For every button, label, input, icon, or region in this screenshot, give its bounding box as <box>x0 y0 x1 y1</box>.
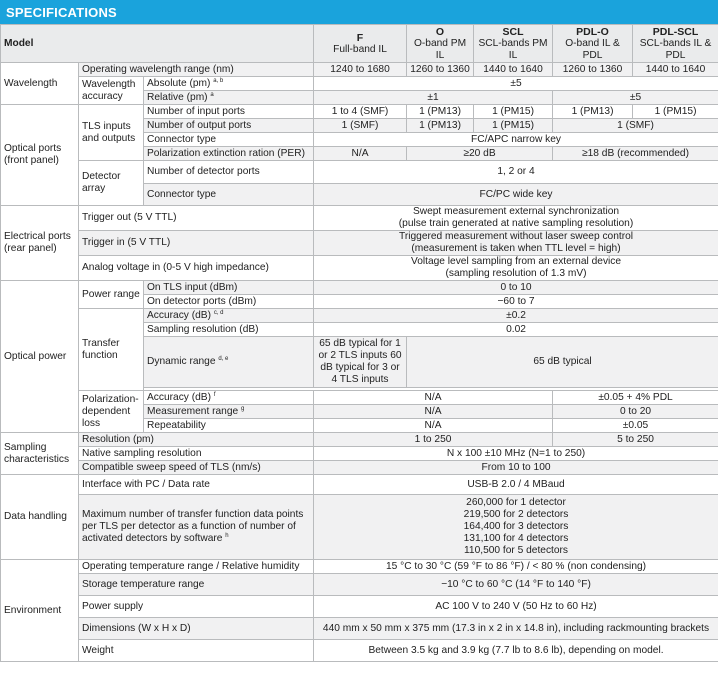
cell: From 10 to 100 <box>314 461 718 475</box>
row-label: Measurement range $^g$ <box>144 405 314 419</box>
table-row <box>1 618 718 640</box>
row-label: Connector type <box>144 184 314 206</box>
table-row <box>1 640 718 662</box>
row-label: Absolute (pm) $^{a, b}$ <box>144 77 314 91</box>
row-label: On detector ports (dBm) <box>144 295 314 309</box>
table-row <box>1 105 718 119</box>
col-header-o: O O-band PM IL <box>407 25 474 63</box>
col-header-scl: SCL SCL-bands PM IL <box>474 25 553 63</box>
cell: 1 (PM13) <box>407 105 474 119</box>
row-label: Trigger out (5 V TTL) <box>79 206 314 231</box>
cell: N x 100 ±10 MHz (N=1 to 250) <box>314 447 718 461</box>
model-header: Model <box>1 25 314 63</box>
cell: 1 to 4 (SMF) <box>314 105 407 119</box>
table-row <box>1 63 718 77</box>
row-label: Operating temperature range / Relative humidity <box>79 560 314 574</box>
table-row <box>1 231 718 256</box>
row-label: Native sampling resolution <box>79 447 314 461</box>
col-header-pdl-o: PDL-O O-band IL & PDL <box>553 25 633 63</box>
cell: 1 (SMF) <box>314 119 407 133</box>
cell: ≥18 dB (recommended) <box>553 147 718 161</box>
table-row <box>1 574 718 596</box>
cell: USB-B 2.0 / 4 MBaud <box>314 475 718 495</box>
table-row <box>1 475 718 495</box>
table-row <box>1 77 718 91</box>
cell: ±0.2 <box>314 309 718 323</box>
cell: 1, 2 or 4 <box>314 161 718 184</box>
subgroup-transfer-function: Transfer function <box>79 309 144 391</box>
cell: 65 dB typical <box>407 337 718 388</box>
row-label: Maximum number of transfer function data points per TLS per detector as a function of number of activated detectors by software $^h$ <box>79 495 314 560</box>
table-row <box>1 309 718 323</box>
row-label: Number of input ports <box>144 105 314 119</box>
cell: −10 °C to 60 °C (14 °F to 140 °F) <box>314 574 718 596</box>
subgroup-tls: TLS inputs and outputs <box>79 105 144 161</box>
cell: FC/APC narrow key <box>314 133 718 147</box>
subgroup-wl-accuracy: Wavelength accuracy <box>79 77 144 105</box>
row-label: Trigger in (5 V TTL) <box>79 231 314 256</box>
group-data-handling: Data handling <box>1 475 79 560</box>
cell: FC/PC wide key <box>314 184 718 206</box>
cell: 15 °C to 30 °C (59 °F to 86 °F) / < 80 % (non condensing) <box>314 560 718 574</box>
table-row <box>1 206 718 231</box>
cell: 1440 to 1640 <box>633 63 718 77</box>
group-wavelength: Wavelength <box>1 63 79 105</box>
cell: 0.02 <box>314 323 718 337</box>
cell: 1 (SMF) <box>553 119 718 133</box>
cell: ±5 <box>314 77 718 91</box>
cell: N/A <box>314 419 553 433</box>
table-row <box>1 281 718 295</box>
cell: 1440 to 1640 <box>474 63 553 77</box>
subgroup-power-range: Power range <box>79 281 144 309</box>
group-electrical: Electrical ports (rear panel) <box>1 206 79 281</box>
header-row <box>1 25 718 63</box>
row-label: Dynamic range $^{d, e}$ <box>144 337 314 388</box>
col-header-pdl-scl: PDL-SCL SCL-bands IL & PDL <box>633 25 718 63</box>
table-row <box>1 391 718 405</box>
subgroup-pdl: Polarization-dependent loss <box>79 391 144 433</box>
cell: 1 (PM15) <box>474 119 553 133</box>
table-row <box>1 433 718 447</box>
cell: Swept measurement external synchronization (pulse train generated at native sampling resolution) <box>314 206 718 231</box>
cell: Triggered measurement without laser sweep control (measurement is taken when TTL level = high) <box>314 231 718 256</box>
cell: N/A <box>314 405 553 419</box>
cell: 1260 to 1360 <box>553 63 633 77</box>
cell: 260,000 for 1 detector 219,500 for 2 detectors 164,400 for 3 detectors 131,100 for 4 detectors 110,500 for 5 detectors <box>314 495 718 560</box>
specifications-table <box>0 24 718 662</box>
cell: AC 100 V to 240 V (50 Hz to 60 Hz) <box>314 596 718 618</box>
row-label: Connector type <box>144 133 314 147</box>
row-label: Accuracy (dB) $^{c, d}$ <box>144 309 314 323</box>
row-label: Compatible sweep speed of TLS (nm/s) <box>79 461 314 475</box>
row-label: Polarization extinction ration (PER) <box>144 147 314 161</box>
table-row <box>1 596 718 618</box>
row-label: On TLS input (dBm) <box>144 281 314 295</box>
cell: ±0.05 + 4% PDL <box>553 391 718 405</box>
group-environment: Environment <box>1 560 79 662</box>
col-header-f: F Full-band IL <box>314 25 407 63</box>
row-label: Repeatability <box>144 419 314 433</box>
cell: ±0.05 <box>553 419 718 433</box>
table-row <box>1 256 718 281</box>
section-banner: SPECIFICATIONS <box>0 0 718 24</box>
cell: 1 (PM15) <box>474 105 553 119</box>
cell: ≥20 dB <box>407 147 553 161</box>
row-label: Sampling resolution (dB) <box>144 323 314 337</box>
row-label: Weight <box>79 640 314 662</box>
row-label: Accuracy (dB) $^f$ <box>144 391 314 405</box>
group-sampling: Sampling characteristics <box>1 433 79 475</box>
cell: N/A <box>314 147 407 161</box>
cell: 65 dB typical for 1 or 2 TLS inputs 60 dB typical for 3 or 4 TLS inputs <box>314 337 407 388</box>
cell: 1 (PM13) <box>407 119 474 133</box>
group-optical-ports: Optical ports (front panel) <box>1 105 79 206</box>
row-label: Analog voltage in (0-5 V high impedance) <box>79 256 314 281</box>
cell: 440 mm x 50 mm x 375 mm (17.3 in x 2 in x 14.8 in), including rackmounting brackets <box>314 618 718 640</box>
cell: 0 to 20 <box>553 405 718 419</box>
cell: N/A <box>314 391 553 405</box>
row-label: Operating wavelength range (nm) <box>79 63 314 77</box>
table-row <box>1 161 718 184</box>
cell: 1240 to 1680 <box>314 63 407 77</box>
group-optical-power: Optical power <box>1 281 79 433</box>
row-label: Relative (pm) $^a$ <box>144 91 314 105</box>
cell: 1 to 250 <box>314 433 553 447</box>
cell: 5 to 250 <box>553 433 718 447</box>
row-label: Interface with PC / Data rate <box>79 475 314 495</box>
cell: ±1 <box>314 91 553 105</box>
row-label: Number of output ports <box>144 119 314 133</box>
subgroup-detector: Detector array <box>79 161 144 206</box>
cell: 0 to 10 <box>314 281 718 295</box>
cell: 1260 to 1360 <box>407 63 474 77</box>
row-label: Power supply <box>79 596 314 618</box>
row-label: Storage temperature range <box>79 574 314 596</box>
table-row <box>1 560 718 574</box>
table-row <box>1 461 718 475</box>
cell: Between 3.5 kg and 3.9 kg (7.7 lb to 8.6 lb), depending on model. <box>314 640 718 662</box>
table-row <box>1 495 718 560</box>
cell: ±5 <box>553 91 718 105</box>
cell: Voltage level sampling from an external device (sampling resolution of 1.3 mV) <box>314 256 718 281</box>
cell: −60 to 7 <box>314 295 718 309</box>
row-label: Resolution (pm) <box>79 433 314 447</box>
table-row <box>1 447 718 461</box>
cell: 1 (PM13) <box>553 105 633 119</box>
row-label: Number of detector ports <box>144 161 314 184</box>
cell: 1 (PM15) <box>633 105 718 119</box>
row-label: Dimensions (W x H x D) <box>79 618 314 640</box>
